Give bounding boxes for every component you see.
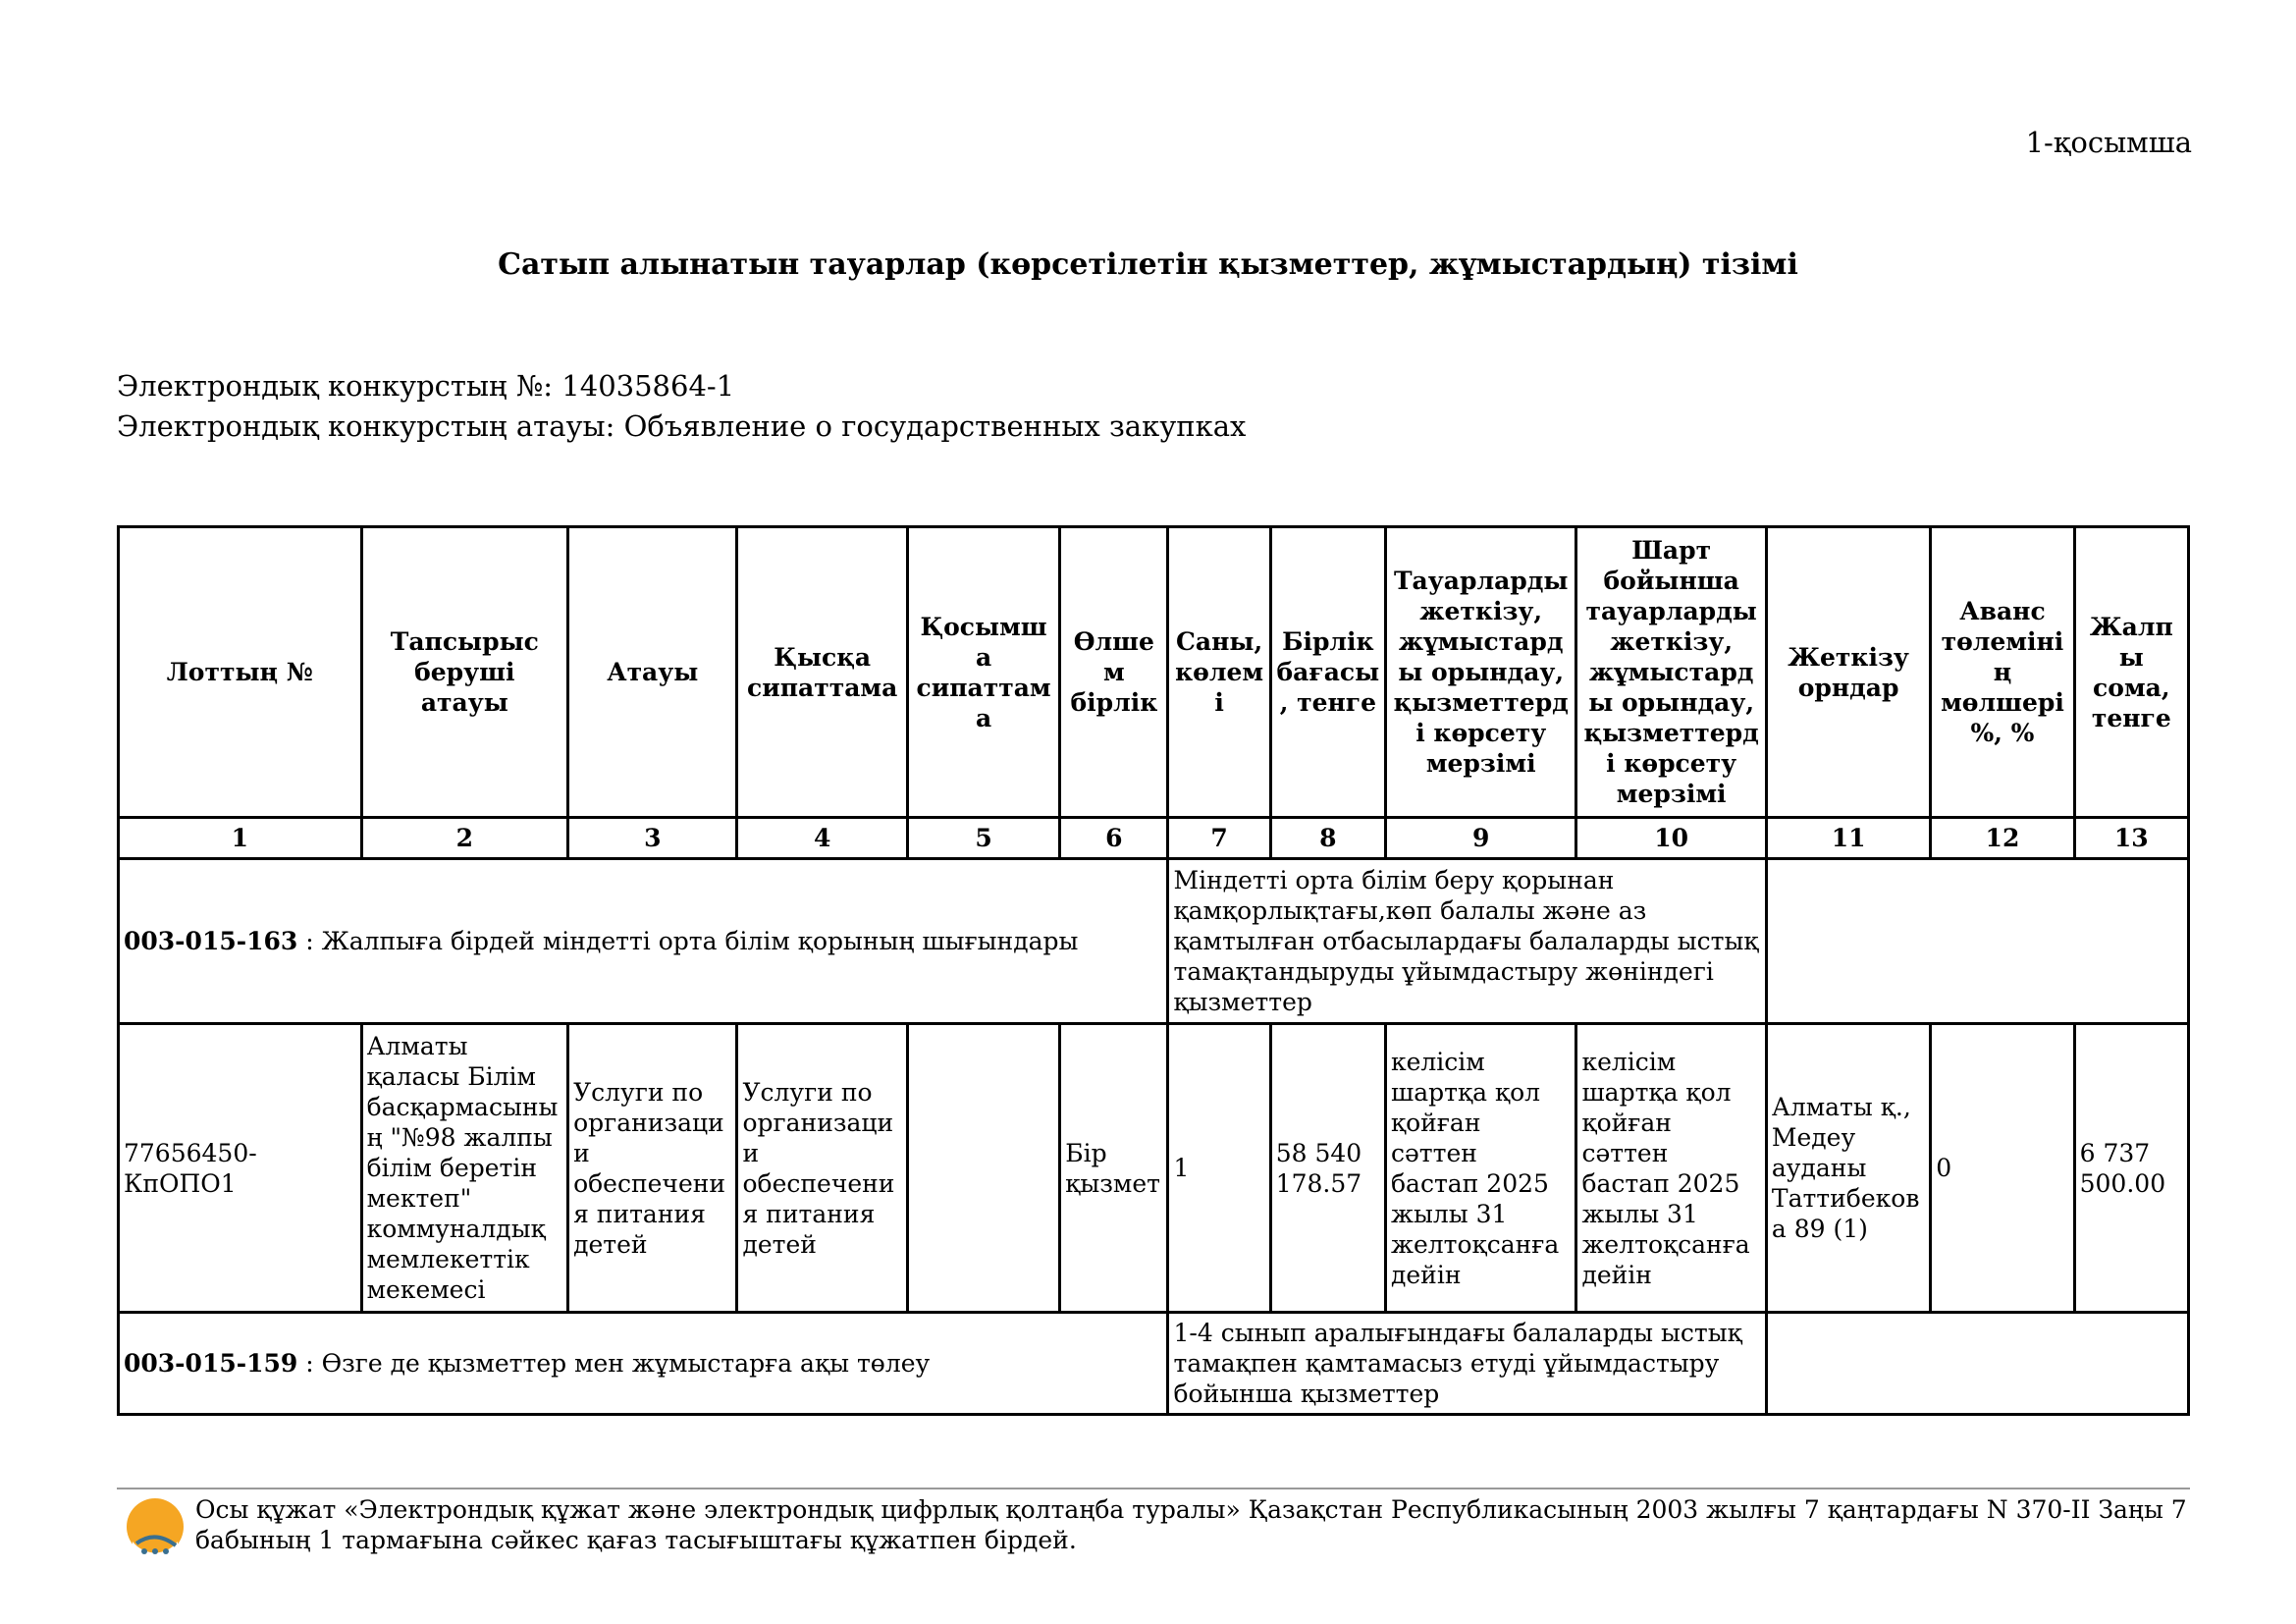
header-cell: Бірлік бағасы, тенге	[1270, 527, 1385, 818]
lots-table	[117, 525, 2190, 1416]
header-cell: Лоттың №	[119, 527, 362, 818]
column-number-row	[119, 818, 2189, 859]
column-number: 6	[1060, 818, 1168, 859]
table-header-row	[119, 527, 2189, 818]
column-number: 5	[907, 818, 1059, 859]
header-cell: Саны, көлемі	[1168, 527, 1270, 818]
header-cell: Аванс төлемінің мөлшері %, %	[1931, 527, 2074, 818]
empty-cell	[1766, 1313, 2188, 1415]
column-number: 2	[361, 818, 567, 859]
customer-name: Алматы қаласы Білім басқармасының "№98 жалпы білім беретін мектеп" коммуналдық мемлекеттік мекемесі	[361, 1024, 567, 1313]
contest-name: Электрондық конкурстың атауы: Объявление о государственных закупках	[117, 409, 1247, 443]
egov-seal-icon	[123, 1494, 187, 1559]
header-cell: Тапсырыс беруші атауы	[361, 527, 567, 818]
header-cell: Қосымша сипаттама	[907, 527, 1059, 818]
unit: Бір қызмет	[1060, 1024, 1168, 1313]
appendix-label: 1-қосымша	[2025, 126, 2192, 159]
footer-divider	[117, 1488, 2190, 1489]
quantity: 1	[1168, 1024, 1270, 1313]
header-cell: Шарт бойынша тауарларды жеткізу, жұмыстарды орындау, қызметтерді көрсету мерзімі	[1576, 527, 1766, 818]
header-cell: Жеткізу орндар	[1766, 527, 1930, 818]
contest-info	[117, 366, 1246, 447]
page-title: Сатып алынатын тауарлар (көрсетілетін қызметтер, жұмыстардың) тізімі	[498, 247, 1798, 282]
budget-program-name: : Жалпыға бірдей міндетті орта білім қорының шығындары	[297, 927, 1079, 955]
budget-program-code: 003-015-163	[124, 927, 298, 955]
header-cell: Өлшем бірлік	[1060, 527, 1168, 818]
column-number: 4	[737, 818, 907, 859]
column-number: 7	[1168, 818, 1270, 859]
delivery-term: келісім шартқа қол қойған сәттен бастап 2025 жылы 31 желтоқсанға дейін	[1385, 1024, 1575, 1313]
budget-program-cell	[119, 1313, 1168, 1415]
footer	[117, 1494, 2190, 1563]
budget-program-row	[119, 859, 2189, 1024]
item-name: Услуги по организации обеспечения питания детей	[568, 1024, 737, 1313]
footer-legal-text: Осы құжат «Электрондық құжат және электрондық цифрлық қолтаңба туралы» Қазақстан Республикасының 2003 жылғы 7 қаңтардағы N 370-II Заңы 7 бабының 1 тармағына сәйкес қағаз тасығыштағы құжатпен бірдей.	[195, 1495, 2187, 1554]
column-number: 11	[1766, 818, 1930, 859]
column-number: 12	[1931, 818, 2074, 859]
header-cell: Атауы	[568, 527, 737, 818]
advance-percent: 0	[1931, 1024, 2074, 1313]
header-cell: Тауарларды жеткізу, жұмыстарды орындау, қызметтерді көрсету мерзімі	[1385, 527, 1575, 818]
total-amount: 6 737 500.00	[2074, 1024, 2188, 1313]
column-number: 10	[1576, 818, 1766, 859]
contest-number: Электрондық конкурстың №: 14035864-1	[117, 369, 735, 403]
budget-program-cell	[119, 859, 1168, 1024]
unit-price: 58 540 178.57	[1270, 1024, 1385, 1313]
delivery-place: Алматы қ., Медеу ауданы Таттибекова 89 (1)	[1766, 1024, 1930, 1313]
column-number: 3	[568, 818, 737, 859]
budget-program-row	[119, 1313, 2189, 1415]
column-number: 8	[1270, 818, 1385, 859]
extra-description	[907, 1024, 1059, 1313]
column-number: 1	[119, 818, 362, 859]
short-description: Услуги по организации обеспечения питания детей	[737, 1024, 907, 1313]
header-cell: Қысқа сипаттама	[737, 527, 907, 818]
header-cell: Жалпы сома, тенге	[2074, 527, 2188, 818]
contract-term: келісім шартқа қол қойған сәттен бастап 2025 жылы 31 желтоқсанға дейін	[1576, 1024, 1766, 1313]
lot-number: 77656450-КпОПО1	[119, 1024, 362, 1313]
budget-program-name: : Өзге де қызметтер мен жұмыстарға ақы төлеу	[297, 1349, 931, 1378]
budget-program-code: 003-015-159	[124, 1349, 298, 1378]
budget-program-description: Міндетті орта білім беру қорынан қамқорлықтағы,көп балалы және аз қамтылған отбасылардағы балаларды ыстық тамақтандыруды ұйымдастыру жөніндегі қызметтер	[1168, 859, 1766, 1024]
table-row	[119, 1024, 2189, 1313]
column-number: 9	[1385, 818, 1575, 859]
budget-program-description: 1-4 сынып аралығындағы балаларды ыстық тамақпен қамтамасыз етуді ұйымдастыру бойынша қызметтер	[1168, 1313, 1766, 1415]
column-number: 13	[2074, 818, 2188, 859]
empty-cell	[1766, 859, 2188, 1024]
